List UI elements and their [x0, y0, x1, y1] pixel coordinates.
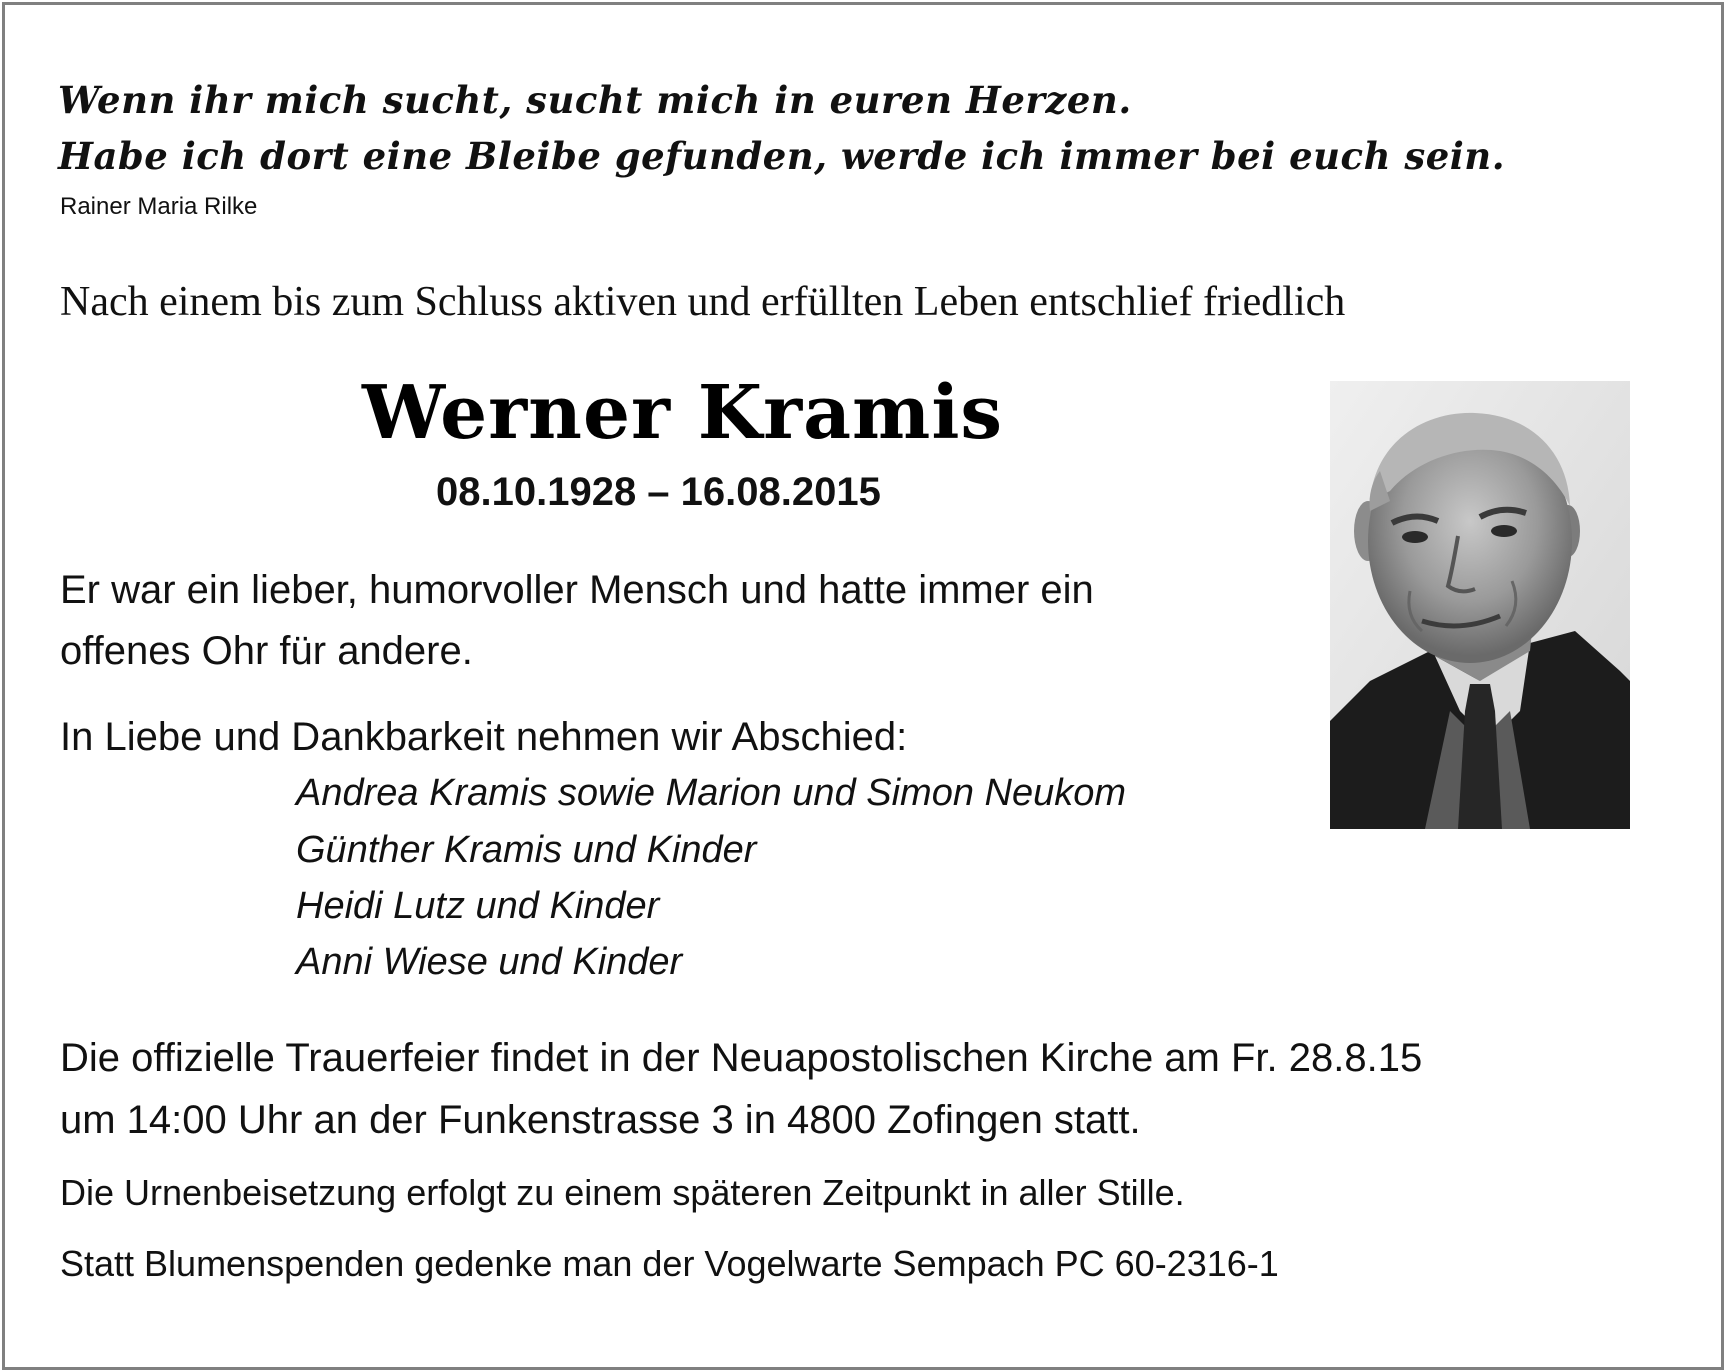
urn-notice: Die Urnenbeisetzung erfolgt zu einem späteren Zeitpunkt in aller Stille.: [60, 1172, 1185, 1213]
tribute-line-1: Er war ein lieber, humorvoller Mensch und hatte immer ein: [60, 568, 1094, 612]
deceased-name: Werner Kramis: [362, 370, 1004, 456]
life-dates: 08.10.1928 – 16.08.2015: [436, 470, 881, 514]
mourner-3: Heidi Lutz und Kinder: [296, 885, 660, 927]
tribute-line-2: offenes Ohr für andere.: [60, 629, 473, 673]
quote-author: Rainer Maria Rilke: [60, 193, 258, 220]
ceremony-line-2: um 14:00 Uhr an der Funkenstrasse 3 in 4800 Zofingen statt.: [60, 1098, 1141, 1142]
intro-text: Nach einem bis zum Schluss aktiven und erfüllten Leben entschlief friedlich: [60, 279, 1346, 325]
farewell-intro: In Liebe und Dankbarkeit nehmen wir Abschied:: [60, 715, 908, 759]
quote-line-2: Habe ich dort eine Bleibe gefunden, werde ich immer bei euch sein.: [58, 134, 1506, 178]
portrait-photo: [1330, 381, 1630, 829]
mourner-4: Anni Wiese und Kinder: [296, 941, 683, 983]
donation-notice: Statt Blumenspenden gedenke man der Vogelwarte Sempach PC 60-2316-1: [60, 1243, 1279, 1284]
ceremony-line-1: Die offizielle Trauerfeier findet in der Neuapostolischen Kirche am Fr. 28.8.15: [60, 1036, 1423, 1080]
mourner-1: Andrea Kramis sowie Marion und Simon Neukom: [296, 772, 1127, 814]
mourner-2: Günther Kramis und Kinder: [296, 829, 757, 871]
quote-line-1: Wenn ihr mich sucht, sucht mich in euren Herzen.: [58, 78, 1132, 122]
